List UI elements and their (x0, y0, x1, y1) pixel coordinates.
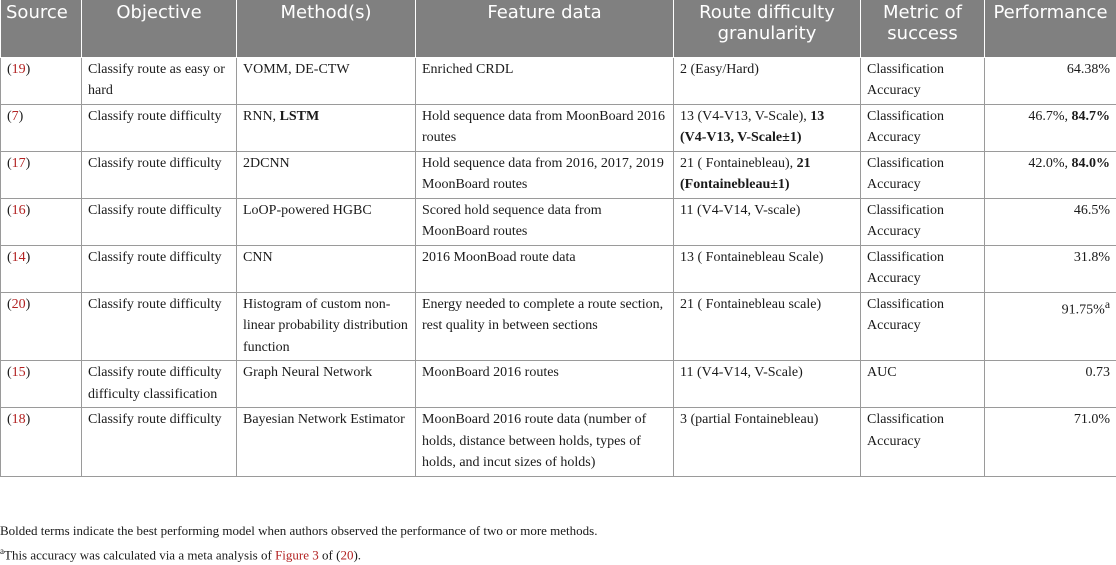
granularity-text: 11 (V4-V14, V-Scale) (680, 365, 803, 380)
granularity-cell (674, 408, 861, 477)
performance-best: 84.0% (1071, 155, 1110, 171)
method-cell (237, 245, 416, 292)
table-row (1, 104, 1116, 151)
header-performance: Performance (985, 0, 1116, 57)
footnote-marker: a (0, 546, 4, 556)
figure-link[interactable]: Figure 3 (275, 547, 319, 563)
granularity-text: 13 (V4-V13, V-Scale), (680, 108, 811, 124)
performance-text: 0.73 (1085, 365, 1110, 380)
footnote-ref-link[interactable]: 20 (340, 547, 354, 563)
granularity-text: 21 ( Fontainebleau scale) (680, 296, 822, 312)
performance-text: 42.0%, (1028, 155, 1072, 171)
feature-cell: Scored hold sequence data from MoonBoard routes (416, 198, 674, 245)
performance-text: 71.0% (1073, 412, 1110, 427)
granularity-best: 13 (V4-V13, V-Scale±1) (680, 108, 825, 145)
source-cell: (15) (1, 361, 82, 408)
method-text: Graph Neural Network (243, 365, 373, 380)
granularity-cell (674, 104, 861, 151)
table-row (1, 57, 1116, 104)
objective-cell: Classify route difficulty (82, 408, 237, 477)
source-ref-link[interactable]: 14 (11, 249, 26, 265)
source-ref-link[interactable]: 19 (11, 61, 26, 77)
metric-cell: Classification Accuracy (861, 198, 985, 245)
objective-cell: Classify route difficulty (82, 198, 237, 245)
method-cell (237, 408, 416, 477)
feature-cell: Hold sequence data from MoonBoard 2016 routes (416, 104, 674, 151)
source-ref-link[interactable]: 16 (11, 202, 26, 218)
header-granularity: Route difficulty granularity (674, 0, 861, 57)
method-best: LSTM (279, 108, 320, 124)
method-text: 2DCNN (243, 155, 290, 171)
method-cell (237, 104, 416, 151)
feature-cell: Enriched CRDL (416, 57, 674, 104)
header-row (1, 0, 1116, 57)
source-cell: (17) (1, 151, 82, 198)
granularity-cell (674, 361, 861, 408)
metric-cell: Classification Accuracy (861, 104, 985, 151)
source-cell: (16) (1, 198, 82, 245)
granularity-cell (674, 198, 861, 245)
table-row (1, 151, 1116, 198)
header-source: Source (1, 0, 82, 57)
feature-cell: MoonBoard 2016 routes (416, 361, 674, 408)
source-ref-link[interactable]: 15 (11, 365, 26, 380)
granularity-cell (674, 292, 861, 361)
source-cell: (20) (1, 292, 82, 361)
table-row (1, 361, 1116, 408)
granularity-best: 21 (Fontainebleau±1) (680, 155, 811, 192)
metric-cell: Classification Accuracy (861, 245, 985, 292)
metric-cell: AUC (861, 361, 985, 408)
metric-cell: Classification Accuracy (861, 57, 985, 104)
header-objective: Objective (82, 0, 237, 57)
performance-cell (985, 198, 1116, 245)
granularity-text: 2 (Easy/Hard) (680, 61, 759, 77)
footnote-bold-note: Bolded terms indicate the best performing model when authors observed the performance of two or more methods. (0, 523, 598, 538)
performance-cell (985, 245, 1116, 292)
footnotes (0, 521, 597, 565)
granularity-text: 3 (partial Fontainebleau) (680, 412, 819, 427)
objective-cell: Classify route difficulty difficulty classification (82, 361, 237, 408)
method-text: LoOP-powered HGBC (243, 202, 372, 218)
header-methods: Method(s) (237, 0, 416, 57)
method-text: RNN, (243, 108, 280, 124)
feature-cell: MoonBoard 2016 route data (number of holds, distance between holds, types of holds, and incut sizes of holds) (416, 408, 674, 477)
performance-cell (985, 292, 1116, 361)
footnote-meta-analysis (0, 541, 597, 565)
performance-text: 64.38% (1066, 61, 1110, 77)
objective-cell: Classify route difficulty (82, 292, 237, 361)
footnote-text: This accuracy was calculated via a meta analysis of (4, 547, 276, 563)
source-ref-link[interactable]: 7 (11, 108, 19, 124)
granularity-cell (674, 57, 861, 104)
method-text: CNN (243, 249, 273, 265)
feature-cell: Hold sequence data from 2016, 2017, 2019 MoonBoard routes (416, 151, 674, 198)
performance-cell (985, 151, 1116, 198)
header-feature-data: Feature data (416, 0, 674, 57)
footnote-text-mid: of ( (318, 547, 341, 563)
metric-cell: Classification Accuracy (861, 151, 985, 198)
method-cell (237, 361, 416, 408)
metric-cell: Classification Accuracy (861, 408, 985, 477)
performance-text: 31.8% (1073, 249, 1110, 265)
feature-cell: Energy needed to complete a route section, rest quality in between sections (416, 292, 674, 361)
objective-cell: Classify route difficulty (82, 104, 237, 151)
granularity-cell (674, 245, 861, 292)
performance-cell (985, 57, 1116, 104)
method-cell (237, 151, 416, 198)
objective-cell: Classify route difficulty (82, 245, 237, 292)
source-ref-link[interactable]: 17 (11, 155, 26, 171)
performance-cell (985, 104, 1116, 151)
footnote-text-end: ). (353, 547, 362, 563)
performance-cell (985, 408, 1116, 477)
granularity-text: 13 ( Fontainebleau Scale) (680, 249, 824, 265)
method-cell (237, 198, 416, 245)
performance-text: 46.5% (1073, 202, 1110, 218)
source-ref-link[interactable]: 18 (11, 412, 26, 427)
method-text: VOMM, DE-CTW (243, 61, 350, 77)
feature-cell: 2016 MoonBoad route data (416, 245, 674, 292)
performance-text: 46.7%, (1028, 108, 1072, 124)
source-cell: (7) (1, 104, 82, 151)
method-text: Bayesian Network Estimator (243, 412, 405, 427)
source-cell: (18) (1, 408, 82, 477)
table-body (1, 57, 1116, 476)
method-cell (237, 292, 416, 361)
method-cell (237, 57, 416, 104)
table-row (1, 198, 1116, 245)
header-metric: Metric of success (861, 0, 985, 57)
granularity-cell (674, 151, 861, 198)
source-cell: (14) (1, 245, 82, 292)
table-row (1, 408, 1116, 477)
granularity-text: 21 ( Fontainebleau), (680, 155, 797, 171)
metric-cell: Classification Accuracy (861, 292, 985, 361)
performance-cell (985, 361, 1116, 408)
source-ref-link[interactable]: 20 (11, 296, 26, 312)
objective-cell: Classify route difficulty (82, 151, 237, 198)
objective-cell: Classify route as easy or hard (82, 57, 237, 104)
performance-text: 91.75% (1061, 302, 1105, 318)
method-text: Histogram of custom non-linear probability distribution function (243, 296, 408, 355)
table-row (1, 292, 1116, 361)
performance-best: 84.7% (1071, 108, 1110, 124)
table-row (1, 245, 1116, 292)
source-cell: (19) (1, 57, 82, 104)
granularity-text: 11 (V4-V14, V-scale) (680, 202, 801, 218)
performance-footnote-marker: a (1104, 297, 1110, 311)
